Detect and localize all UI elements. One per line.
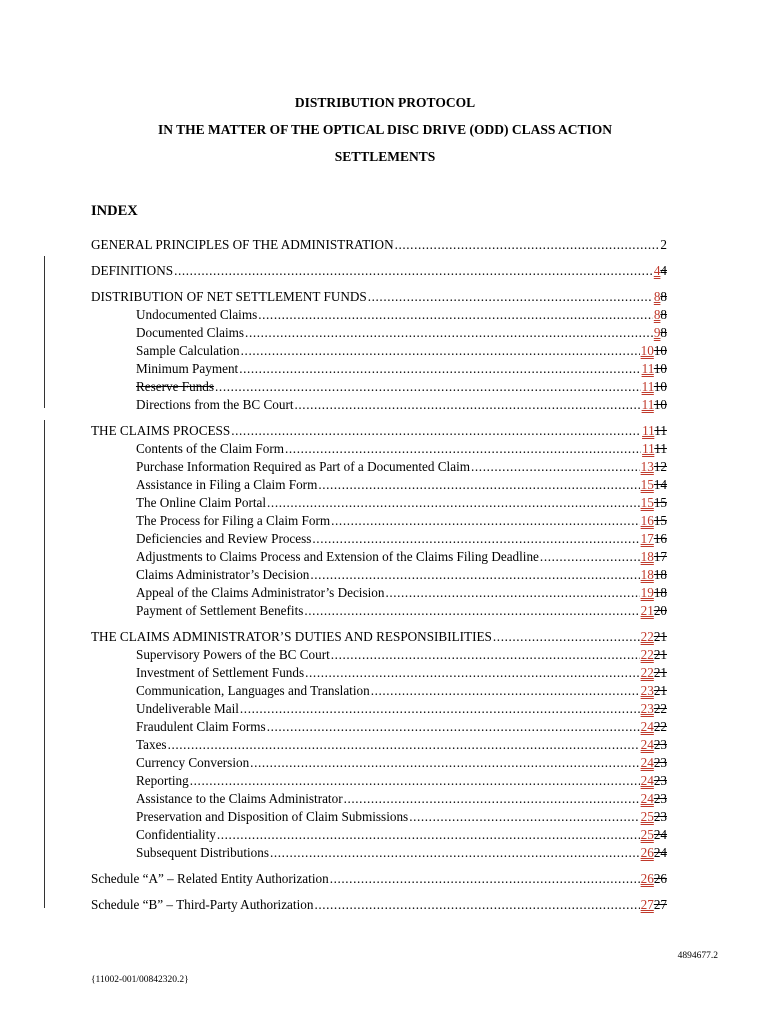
toc-entry-label: Assistance to the Claims Administrator: [136, 791, 343, 806]
toc-page: [641, 566, 667, 584]
toc-page-old: 17: [653, 549, 667, 564]
toc-page-old: 21: [653, 665, 667, 680]
toc-entry-label: DISTRIBUTION OF NET SETTLEMENT FUNDS: [91, 289, 367, 304]
toc-page-new: 21: [640, 603, 654, 618]
toc-leader: [385, 584, 639, 602]
toc-entry[interactable]: [91, 396, 667, 414]
toc-page-new: 24: [640, 755, 654, 770]
toc-leader: [285, 440, 641, 458]
toc-entry[interactable]: [91, 602, 667, 620]
toc-entry[interactable]: [91, 584, 667, 602]
toc-page-new: 16: [640, 513, 654, 528]
change-bar: [44, 420, 45, 908]
toc-entry[interactable]: [91, 236, 667, 254]
toc-page: [642, 422, 667, 440]
title-line-3: SETTLEMENTS: [334, 149, 436, 164]
toc-leader: [371, 682, 640, 700]
toc-page: [642, 378, 667, 396]
toc-entry[interactable]: [91, 458, 667, 476]
toc-leader: [314, 896, 639, 914]
toc-page: [641, 736, 667, 754]
toc-page-new: 22: [640, 629, 654, 644]
toc-entry[interactable]: [91, 826, 667, 844]
toc-page-new: 18: [640, 567, 654, 582]
toc-entry-label: Undeliverable Mail: [136, 701, 239, 716]
toc-page-new: 19: [640, 585, 654, 600]
toc-leader: [395, 236, 660, 254]
toc-entry[interactable]: [91, 306, 667, 324]
toc-page-old: 18: [653, 567, 667, 582]
toc-entry[interactable]: [91, 378, 667, 396]
toc-leader: [240, 700, 640, 718]
toc-entry[interactable]: [91, 628, 667, 646]
toc-page: [654, 324, 667, 342]
toc-entry-label: Reserve Funds: [136, 379, 215, 394]
toc-leader: [258, 306, 653, 324]
toc-page-old: 14: [653, 477, 667, 492]
toc-entry[interactable]: [91, 772, 667, 790]
toc-entry-label: The Process for Filing a Claim Form: [136, 513, 331, 528]
toc-page-old: 23: [653, 755, 667, 770]
toc-entry[interactable]: [91, 754, 667, 772]
toc-page: [641, 896, 667, 914]
toc-entry[interactable]: [91, 664, 667, 682]
toc-leader: [267, 718, 640, 736]
toc-leader: [312, 530, 639, 548]
toc-page: [641, 700, 667, 718]
toc-page-old: 4: [660, 263, 667, 278]
toc-page: [641, 664, 667, 682]
toc-page-old: 23: [653, 809, 667, 824]
toc-leader: [270, 844, 640, 862]
toc-leader: [305, 664, 640, 682]
toc-entry-label: Preservation and Disposition of Claim Submissions: [136, 809, 409, 824]
toc-entry[interactable]: [91, 844, 667, 862]
toc-page: [642, 360, 667, 378]
toc-page-old: 8: [660, 325, 667, 340]
toc-entry-label: Payment of Settlement Benefits: [136, 603, 304, 618]
toc-page-old: 10: [653, 379, 667, 394]
toc-leader: [250, 754, 639, 772]
toc-entry[interactable]: [91, 870, 667, 888]
toc-leader: [344, 790, 640, 808]
toc-entry-label: Reporting: [136, 773, 189, 788]
toc-page: [654, 306, 667, 324]
toc-leader: [318, 476, 639, 494]
toc-page-old: 24: [653, 845, 667, 860]
toc-page: [641, 494, 667, 512]
toc-page-new: 11: [642, 441, 655, 456]
toc-entry-label: Sample Calculation: [136, 343, 240, 358]
toc-entry[interactable]: [91, 440, 667, 458]
toc-page-old: 27: [653, 897, 667, 912]
toc-leader: [241, 342, 640, 360]
toc-entry-label: Directions from the BC Court: [136, 397, 294, 412]
toc-entry[interactable]: [91, 422, 667, 440]
toc-entry-label: Contents of the Claim Form: [136, 441, 284, 456]
toc-page-new: 4: [653, 263, 661, 278]
toc-leader: [493, 628, 640, 646]
toc-page: [641, 602, 667, 620]
toc-page-new: 8: [653, 289, 661, 304]
toc-page-new: 24: [640, 737, 654, 752]
toc-entry[interactable]: [91, 700, 667, 718]
toc-leader: [245, 324, 653, 342]
toc-page-old: 10: [653, 397, 667, 412]
toc-page-old: 11: [654, 423, 667, 438]
toc-page: [654, 262, 667, 280]
toc-leader: [368, 288, 653, 306]
toc-entry-label: Deficiencies and Review Process: [136, 531, 312, 546]
toc-page-old: 21: [653, 629, 667, 644]
toc-entry-label: THE CLAIMS PROCESS: [91, 423, 231, 438]
toc-page-old: 22: [653, 701, 667, 716]
toc-entry[interactable]: [91, 342, 667, 360]
toc-leader: [304, 602, 639, 620]
toc-entry[interactable]: [91, 790, 667, 808]
toc-entry[interactable]: [91, 896, 667, 914]
toc-page-new: 11: [641, 379, 654, 394]
toc-page-old: 10: [653, 343, 667, 358]
toc-page-new: 11: [641, 397, 654, 412]
toc-leader: [168, 736, 640, 754]
toc-page-old: 10: [653, 361, 667, 376]
index-heading: INDEX: [91, 203, 138, 219]
toc-entry[interactable]: [91, 808, 667, 826]
toc-page-new: 26: [640, 845, 654, 860]
toc-page: [641, 548, 667, 566]
toc-page-old: 23: [653, 737, 667, 752]
toc-page-new: 22: [640, 647, 654, 662]
toc-leader: [330, 870, 640, 888]
toc-page: [641, 718, 667, 736]
toc-leader: [310, 566, 639, 584]
toc-entry[interactable]: [91, 682, 667, 700]
toc-entry-label: Undocumented Claims: [136, 307, 258, 322]
toc-entry-label: Currency Conversion: [136, 755, 250, 770]
toc-entry-label: Investment of Settlement Funds: [136, 665, 305, 680]
toc-page-new: 13: [640, 459, 654, 474]
toc-page: [641, 584, 667, 602]
toc-leader: [174, 262, 653, 280]
toc-page-old: 12: [653, 459, 667, 474]
toc-page-new: 11: [642, 423, 655, 438]
toc-entry[interactable]: [91, 288, 667, 306]
toc-leader: [331, 512, 639, 530]
toc-page-new: 10: [640, 343, 654, 358]
toc-entry-label: Taxes: [136, 737, 167, 752]
toc-page-new: 15: [640, 477, 654, 492]
change-bar: [44, 256, 45, 408]
toc-entry-label: Schedule “A” – Related Entity Authorization: [91, 871, 329, 886]
toc-entry[interactable]: [91, 476, 667, 494]
toc-page-new: 17: [640, 531, 654, 546]
toc-entry-label: Subsequent Distributions: [136, 845, 269, 860]
toc-page-old: 26: [653, 871, 667, 886]
toc-page: [641, 682, 667, 700]
document-number: 4894677.2: [677, 951, 718, 961]
toc-page-old: 21: [653, 683, 667, 698]
toc-page: [641, 458, 667, 476]
toc-page-new: 23: [640, 683, 654, 698]
toc-page-old: 21: [653, 647, 667, 662]
toc-entry-label: Purchase Information Required as Part of a Documented Claim: [136, 459, 470, 474]
toc-page-new: 24: [640, 773, 654, 788]
toc-page-old: 16: [653, 531, 667, 546]
toc-entry-label: DEFINITIONS: [91, 263, 174, 278]
toc-entry[interactable]: [91, 262, 667, 280]
toc-page-old: 8: [660, 289, 667, 304]
toc-page-new: 24: [640, 719, 654, 734]
toc-page: [641, 754, 667, 772]
toc-page-old: 22: [653, 719, 667, 734]
toc-page: [654, 288, 667, 306]
toc-entry[interactable]: [91, 512, 667, 530]
toc-entry-label: Documented Claims: [136, 325, 245, 340]
table-of-contents: [91, 236, 667, 914]
toc-page: [642, 396, 667, 414]
toc-page-old: 15: [653, 513, 667, 528]
toc-page: [641, 772, 667, 790]
toc-entry-label: Confidentiality: [136, 827, 216, 842]
toc-entry-label: THE CLAIMS ADMINISTRATOR’S DUTIES AND RESPONSIBILITIES: [91, 629, 492, 644]
toc-leader: [215, 378, 641, 396]
toc-entry[interactable]: [91, 566, 667, 584]
toc-page-new: 24: [640, 791, 654, 806]
toc-leader: [239, 360, 640, 378]
toc-page: [641, 870, 667, 888]
toc-entry[interactable]: [91, 530, 667, 548]
toc-entry-label: Claims Administrator’s Decision: [136, 567, 310, 582]
file-reference: {11002-001/00842320.2}: [91, 975, 189, 985]
toc-entry[interactable]: [91, 548, 667, 566]
toc-page: [641, 342, 667, 360]
toc-page: [641, 808, 667, 826]
toc-page-old: 24: [653, 827, 667, 842]
toc-entry-label: Fraudulent Claim Forms: [136, 719, 266, 734]
toc-page: [641, 844, 667, 862]
toc-entry-label: Minimum Payment: [136, 361, 239, 376]
toc-page-new: 25: [640, 809, 654, 824]
title-line-2: IN THE MATTER OF THE OPTICAL DISC DRIVE (ODD) CLASS ACTION: [157, 122, 613, 137]
toc-leader: [295, 396, 641, 414]
toc-leader: [217, 826, 640, 844]
toc-leader: [540, 548, 640, 566]
toc-page-new: 27: [640, 897, 654, 912]
toc-page-new: 15: [640, 495, 654, 510]
toc-leader: [409, 808, 639, 826]
toc-page-new: 23: [640, 701, 654, 716]
toc-page-new: 11: [641, 361, 654, 376]
toc-page-old: 15: [653, 495, 667, 510]
toc-page-new: 9: [653, 325, 661, 340]
toc-entry-label: Supervisory Powers of the BC Court: [136, 647, 330, 662]
toc-page: [641, 530, 667, 548]
toc-page: [641, 512, 667, 530]
toc-entry[interactable]: [91, 360, 667, 378]
toc-page-old: 23: [653, 773, 667, 788]
toc-page-new: 8: [653, 307, 661, 322]
toc-page: [641, 646, 667, 664]
toc-entry-label: GENERAL PRINCIPLES OF THE ADMINISTRATION: [91, 237, 394, 252]
toc-leader: [331, 646, 640, 664]
toc-entry-label: Assistance in Filing a Claim Form: [136, 477, 318, 492]
toc-page-old: 20: [653, 603, 667, 618]
toc-page-old: 11: [654, 441, 667, 456]
toc-entry[interactable]: [91, 736, 667, 754]
toc-entry-label: Adjustments to Claims Process and Extension of the Claims Filing Deadline: [136, 549, 539, 564]
toc-page-old: 8: [660, 307, 667, 322]
toc-leader: [267, 494, 640, 512]
toc-page-new: 25: [640, 827, 654, 842]
toc-leader: [471, 458, 640, 476]
toc-page: [641, 790, 667, 808]
toc-entry-label: Communication, Languages and Translation: [136, 683, 370, 698]
toc-page-old: 23: [653, 791, 667, 806]
toc-leader: [190, 772, 640, 790]
toc-page-new: 26: [640, 871, 654, 886]
title-line-1: DISTRIBUTION PROTOCOL: [294, 95, 476, 110]
toc-page: [642, 440, 667, 458]
toc-page: [641, 476, 667, 494]
toc-entry-label: Schedule “B” – Third-Party Authorization: [91, 897, 314, 912]
toc-entry-label: The Online Claim Portal: [136, 495, 267, 510]
toc-page: [641, 826, 667, 844]
toc-page: [641, 628, 667, 646]
toc-page-new: 22: [640, 665, 654, 680]
toc-entry[interactable]: [91, 718, 667, 736]
toc-page-new: 18: [640, 549, 654, 564]
toc-leader: [231, 422, 641, 440]
toc-entry[interactable]: [91, 324, 667, 342]
toc-page: [660, 236, 667, 254]
toc-entry[interactable]: [91, 494, 667, 512]
toc-entry-label: Appeal of the Claims Administrator’s Decision: [136, 585, 385, 600]
toc-page-number: 2: [660, 237, 667, 252]
toc-entry[interactable]: [91, 646, 667, 664]
toc-page-old: 18: [653, 585, 667, 600]
